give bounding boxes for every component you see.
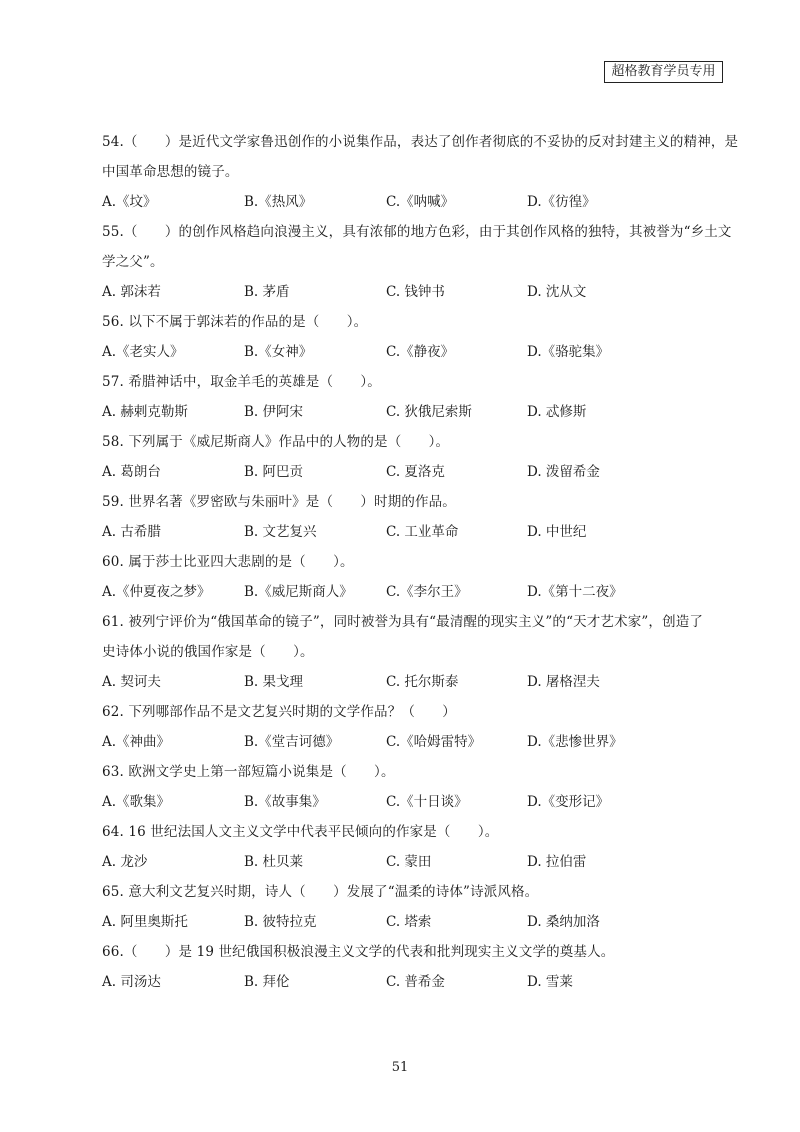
question-stem: 62. 下列哪部作品不是文艺复兴时期的文学作品？（ ） [102,704,456,720]
option-a: A. 郭沫若 [102,284,161,300]
option-b: B. 拜伦 [244,974,290,990]
option-b: B. 茅盾 [244,284,290,300]
answer-options [102,907,722,937]
option-d: D.《第十二夜》 [527,584,623,600]
question-stem: 61. 被列宁评价为“俄国革命的镜子”，同时被誉为具有“最清醒的现实主义”的“天才艺术家”，创造了 [102,614,704,630]
question-block [102,487,722,547]
option-d: D. 泼留希金 [527,464,600,480]
option-d: D. 忒修斯 [527,404,587,420]
answer-options [102,787,722,817]
question-list [102,127,739,997]
question-block [102,607,722,697]
answer-options [102,337,722,367]
option-c: C.《李尔王》 [386,584,468,600]
option-a: A. 契诃夫 [102,674,161,690]
option-c: C.《呐喊》 [386,194,455,210]
question-stem: 56. 以下不属于郭沫若的作品的是（ ）。 [102,314,368,330]
option-c: C.《哈姆雷特》 [386,734,482,750]
option-c: C.《静夜》 [386,344,455,360]
option-a: A.《仲夏夜之梦》 [102,584,211,600]
option-a: A.《坟》 [102,194,157,210]
question-block [102,757,722,817]
option-d: D. 拉伯雷 [527,854,587,870]
option-b: B. 彼特拉克 [244,914,317,930]
option-c: C. 夏洛克 [386,464,445,480]
option-b: B.《热风》 [244,194,313,210]
option-a: A.《老实人》 [102,344,184,360]
answer-options [102,517,722,547]
question-block [102,127,739,217]
option-a: A. 司汤达 [102,974,161,990]
answer-options [102,577,722,607]
question-block [102,367,722,427]
option-a: A. 龙沙 [102,854,148,870]
option-c: C.《十日谈》 [386,794,468,810]
question-stem-continued: 学之父”。 [102,254,164,270]
question-stem-continued: 中国革命思想的镜子。 [102,164,239,180]
option-b: B.《威尼斯商人》 [244,584,353,600]
question-block [102,937,722,997]
option-a: A. 阿里奥斯托 [102,914,188,930]
option-a: A. 古希腊 [102,524,161,540]
option-d: D.《悲惨世界》 [527,734,623,750]
question-block [102,307,722,367]
option-c: C. 塔索 [386,914,432,930]
answer-options [102,727,722,757]
answer-options [102,187,722,217]
answer-options [102,397,722,427]
option-c: C. 工业革命 [386,524,459,540]
option-d: D. 桑纳加洛 [527,914,600,930]
answer-options [102,847,722,877]
option-b: B. 阿巴贡 [244,464,304,480]
option-c: C. 钱钟书 [386,284,445,300]
question-block [102,697,722,757]
option-d: D. 沈从文 [527,284,587,300]
answer-options [102,457,722,487]
option-a: A. 葛朗台 [102,464,161,480]
question-stem: 64. 16 世纪法国人文主义文学中代表平民倾向的作家是（ ）。 [102,824,499,840]
question-stem-continued: 史诗体小说的俄国作家是（ ）。 [102,644,314,660]
question-stem: 66.（ ）是 19 世纪俄国积极浪漫主义文学的代表和批判现实主义文学的奠基人。 [102,944,615,960]
option-b: B.《女神》 [244,344,313,360]
option-d: D.《变形记》 [527,794,610,810]
question-stem: 54.（ ）是近代文学家鲁迅创作的小说集作品，表达了创作者彻底的不妥协的反对封建主义的精神，是 [102,134,739,150]
answer-options [102,667,722,697]
question-block [102,547,722,607]
question-block [102,817,722,877]
option-b: B. 果戈理 [244,674,304,690]
option-d: D. 雪莱 [527,974,573,990]
option-a: A. 赫剌克勒斯 [102,404,188,420]
option-c: C. 蒙田 [386,854,432,870]
header-tag: 超格教育学员专用 [604,61,723,83]
option-b: B. 杜贝莱 [244,854,304,870]
question-stem: 59. 世界名著《罗密欧与朱丽叶》是（ ）时期的作品。 [102,494,456,510]
option-b: B. 文艺复兴 [244,524,317,540]
question-stem: 65. 意大利文艺复兴时期，诗人（ ）发展了“温柔的诗体”诗派风格。 [102,884,539,900]
option-c: C. 托尔斯泰 [386,674,459,690]
question-stem: 57. 希腊神话中，取金羊毛的英雄是（ ）。 [102,374,381,390]
question-stem: 63. 欧洲文学史上第一部短篇小说集是（ ）。 [102,764,395,780]
option-d: D.《彷徨》 [527,194,596,210]
question-block [102,877,722,937]
question-stem: 58. 下列属于《威尼斯商人》作品中的人物的是（ ）。 [102,434,450,450]
option-a: A.《歌集》 [102,794,171,810]
page-number: 51 [391,1060,409,1075]
answer-options [102,277,722,307]
question-block [102,217,732,307]
question-stem: 60. 属于莎士比亚四大悲剧的是（ ）。 [102,554,354,570]
option-d: D.《骆驼集》 [527,344,610,360]
option-b: B.《堂吉诃德》 [244,734,340,750]
option-c: C. 狄俄尼索斯 [386,404,472,420]
option-b: B. 伊阿宋 [244,404,304,420]
option-b: B.《故事集》 [244,794,326,810]
answer-options [102,967,722,997]
question-stem: 55.（ ）的创作风格趋向浪漫主义，具有浓郁的地方色彩，由于其创作风格的独特，其被誉为“乡土文 [102,224,732,240]
option-c: C. 普希金 [386,974,445,990]
option-d: D. 中世纪 [527,524,587,540]
option-d: D. 屠格涅夫 [527,674,600,690]
question-block [102,427,722,487]
option-a: A.《神曲》 [102,734,171,750]
